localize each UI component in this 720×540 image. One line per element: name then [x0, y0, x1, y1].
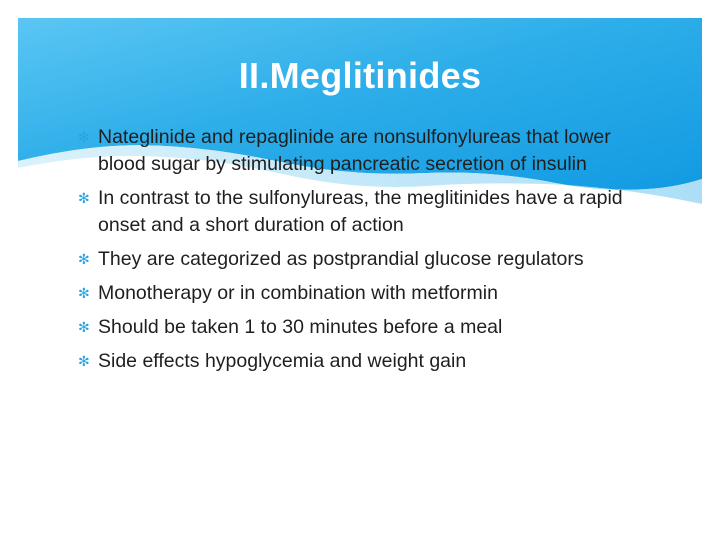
bullet-item: [78, 185, 653, 239]
asterisk-icon: ✻: [78, 190, 90, 206]
asterisk-icon: ✻: [78, 251, 90, 267]
bullet-text: Monotherapy or in combination with metformin: [98, 282, 498, 304]
bullet-text: Side effects hypoglycemia and weight gain: [98, 350, 467, 372]
asterisk-icon: ✻: [78, 129, 90, 145]
asterisk-icon: ✻: [78, 353, 90, 369]
bullet-item: [78, 348, 653, 375]
asterisk-icon: ✻: [78, 285, 90, 301]
bullet-item: [78, 280, 653, 307]
bullet-list: [78, 124, 653, 382]
bullet-item: [78, 314, 653, 341]
bullet-item: [78, 246, 653, 273]
asterisk-icon: ✻: [78, 319, 90, 335]
bullet-text: They are categorized as postprandial glucose regulators: [98, 248, 584, 270]
bullet-text: Nateglinide and repaglinide are nonsulfonylureas that lower blood sugar by stimulating pancreatic secretion of insulin: [98, 126, 611, 175]
slide-title: II.Meglitinides: [238, 55, 482, 96]
bullet-text: In contrast to the sulfonylureas, the meglitinides have a rapid onset and a short duration of action: [98, 187, 623, 236]
bullet-item: [78, 124, 653, 178]
bullet-text: Should be taken 1 to 30 minutes before a meal: [98, 316, 503, 338]
